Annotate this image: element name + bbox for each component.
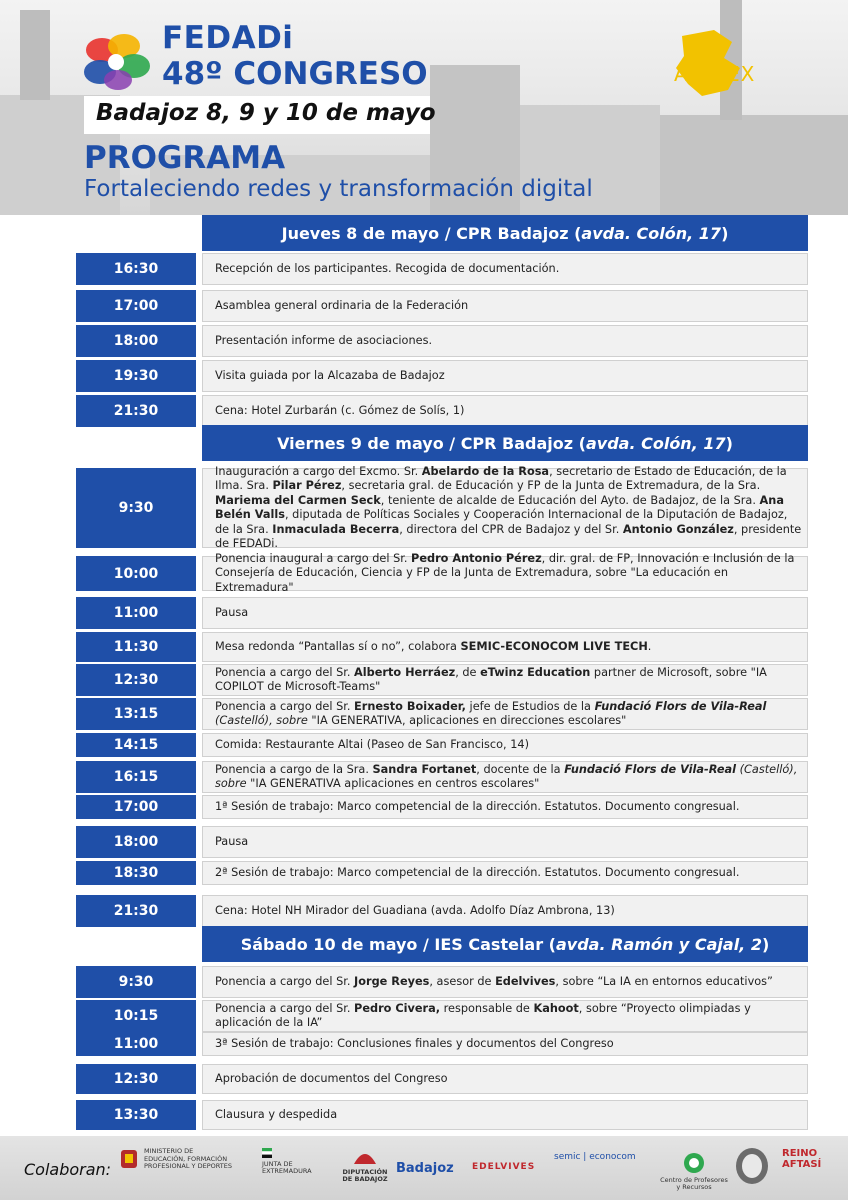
schedule-description-text	[215, 552, 803, 596]
description-fragment: "IA GENERATIVA, aplicaciones en direcciones escolares"	[307, 714, 627, 727]
description-fragment: Edelvives	[495, 974, 556, 988]
schedule-row	[76, 253, 808, 285]
schedule-time: 12:30	[76, 664, 196, 696]
schedule-description-text: Cena: Hotel NH Mirador del Guadiana (avda. Adolfo Díaz Ambrona, 13)	[215, 903, 615, 917]
description-fragment: Ernesto Boixader,	[354, 699, 466, 713]
day-header-jueves	[202, 215, 808, 251]
ministerio-logo	[118, 1148, 236, 1171]
schedule-description	[202, 464, 808, 550]
schedule-description	[202, 698, 808, 730]
description-fragment: Ana Belén Valls	[215, 493, 784, 521]
schedule-row	[76, 795, 808, 819]
schedule-time: 18:30	[76, 861, 196, 885]
edelvives-logo	[472, 1148, 548, 1172]
day-label: Jueves 8 de mayo / CPR Badajoz (	[281, 223, 582, 243]
schedule-description	[202, 360, 808, 392]
schedule-row	[76, 395, 808, 427]
logo-text: Centro de Profesores y Recursos	[660, 1175, 728, 1191]
schedule-row	[76, 290, 808, 322]
description-fragment: jefe de Estudios de la	[465, 699, 595, 713]
description-fragment: , docente de la	[476, 762, 565, 776]
semic-logo	[554, 1148, 644, 1162]
schedule-description	[202, 632, 808, 662]
description-fragment: , asesor de	[429, 974, 496, 988]
spain-shield-icon	[118, 1148, 140, 1170]
description-fragment: Ponencia a cargo de la Sra.	[215, 762, 373, 776]
schedule-description	[202, 1064, 808, 1094]
day-close: )	[721, 223, 729, 243]
description-fragment: Ponencia a cargo del Sr.	[215, 974, 355, 988]
schedule-description-text: Asamblea general ordinaria de la Federación	[215, 298, 469, 312]
schedule-description	[202, 733, 808, 757]
logo-text: semic | econocom	[554, 1152, 636, 1162]
description-fragment: Sandra Fortanet	[372, 762, 477, 776]
description-fragment: Ponencia a cargo del Sr.	[215, 665, 355, 679]
description-fragment: Pilar Pérez	[272, 479, 342, 492]
schedule-time: 13:30	[76, 1100, 196, 1130]
page-subtitle: Fortaleciendo redes y transformación digital	[84, 176, 593, 202]
schedule-time: 18:00	[76, 826, 196, 858]
schedule-description-text	[215, 666, 803, 695]
cpr-icon	[682, 1152, 706, 1174]
congress-title: 48º CONGRESO	[162, 56, 428, 92]
description-fragment: Jorge Reyes	[354, 974, 430, 988]
schedule-description-text: Recepción de los participantes. Recogida de documentación.	[215, 261, 560, 275]
description-fragment: Fundació Flors de Vila-Real	[594, 699, 767, 713]
logo-text: Badajoz	[396, 1161, 454, 1176]
schedule-description-text	[215, 700, 803, 729]
day-close: )	[761, 934, 770, 954]
day-header-viernes	[202, 425, 808, 461]
description-fragment: Fundació Flors de Vila-Real	[564, 762, 737, 776]
schedule-description	[202, 395, 808, 427]
schedule-description	[202, 895, 808, 927]
schedule-time: 14:15	[76, 733, 196, 757]
description-fragment: , teniente de alcalde de Educación del Ayto. de Badajoz, de la Sra.	[380, 493, 760, 507]
schedule-description-text: Pausa	[215, 605, 249, 619]
description-fragment: Ponencia a cargo del Sr.	[215, 1001, 355, 1015]
schedule-description-text: Visita guiada por la Alcazaba de Badajoz	[215, 368, 445, 382]
schedule-description	[202, 253, 808, 285]
schedule-time: 13:15	[76, 698, 196, 730]
schedule-description	[202, 1000, 808, 1032]
schedule-description-text: Pausa	[215, 834, 249, 848]
junta-logo	[262, 1148, 322, 1176]
schedule-time: 10:15	[76, 1000, 196, 1032]
description-fragment: responsable de	[440, 1001, 534, 1015]
schedule-description	[202, 795, 808, 819]
description-fragment: partner de Microsoft, sobre "IA COPILOT de Microsoft-Teams"	[215, 665, 767, 693]
schedule-row	[76, 895, 808, 927]
schedule-row	[76, 597, 808, 629]
day-close: )	[725, 433, 733, 453]
schedule-description-text: Aprobación de documentos del Congreso	[215, 1071, 448, 1085]
schedule-time: 21:30	[76, 395, 196, 427]
day-label: Sábado 10 de mayo / IES Castelar (	[240, 934, 556, 954]
schedule-description-text	[215, 465, 803, 552]
schedule-description-text: Cena: Hotel Zurbarán (c. Gómez de Solís, 1)	[215, 403, 465, 417]
description-fragment: Mariema del Carmen Seck	[215, 493, 381, 507]
schedule-row	[76, 698, 808, 730]
schedule-time: 19:30	[76, 360, 196, 392]
description-fragment: Abelardo de la Rosa	[421, 464, 550, 478]
description-fragment: SEMIC-ECONOCOM LIVE TECH	[460, 639, 648, 653]
schedule-row	[76, 733, 808, 757]
schedule-row	[76, 761, 808, 793]
schedule-description-text: Presentación informe de asociaciones.	[215, 333, 433, 347]
schedule-description	[202, 966, 808, 998]
description-fragment: Mesa redonda “Pantallas sí o no”, colabora	[215, 639, 461, 653]
logo-text: MINISTERIO DE EDUCACIÓN, FORMACIÓN PROFESIONAL Y DEPORTES	[144, 1147, 232, 1170]
schedule-description	[202, 1032, 808, 1056]
schedule-time: 9:30	[76, 966, 196, 998]
description-fragment: eTwinz Education	[480, 665, 591, 679]
schedule-row	[76, 966, 808, 998]
day-address: avda. Ramón y Cajal, 2	[556, 934, 762, 954]
description-fragment: Inauguración a cargo del Excmo. Sr.	[215, 464, 422, 478]
day-label: Viernes 9 de mayo / CPR Badajoz (	[277, 433, 586, 453]
schedule-description-text: 3ª Sesión de trabajo: Conclusiones finales y documentos del Congreso	[215, 1036, 614, 1050]
schedule-description	[202, 290, 808, 322]
junta-flag-icon	[262, 1148, 272, 1158]
schedule-row	[76, 664, 808, 696]
schedule-description	[202, 664, 808, 696]
schedule-description-text: 2ª Sesión de trabajo: Marco competencial de la dirección. Estatutos. Documento congresual.	[215, 865, 740, 879]
day-address: avda. Colón, 17	[585, 433, 726, 453]
schedule-row	[76, 1032, 808, 1056]
description-fragment: , secretaria gral. de Educación y FP de la Junta de Extremadura, de la Sra.	[341, 479, 761, 492]
schedule-time: 17:00	[76, 795, 196, 819]
schedule-row	[76, 360, 808, 392]
description-fragment: , presidente de FEDADi.	[215, 522, 802, 550]
schedule-row	[76, 325, 808, 357]
logo-text: DIPUTACIÓN DE BADAJOZ	[342, 1167, 388, 1183]
schedule-description	[202, 551, 808, 594]
description-fragment: , sobre “Proyecto olimpiadas y aplicación de la IA”	[215, 1001, 751, 1029]
schedule-description	[202, 761, 808, 793]
schedule-time: 16:15	[76, 761, 196, 793]
description-fragment: Ponencia inaugural a cargo del Sr.	[215, 551, 412, 565]
description-fragment: , diputada de Políticas Sociales y Cooperación Internacional de la Diputación de Badajoz, de la Sra.	[215, 508, 788, 536]
schedule-row	[76, 464, 808, 550]
schedule-time: 21:30	[76, 895, 196, 927]
schedule-description-text	[215, 763, 803, 792]
description-fragment: "IA GENERATIVA aplicaciones en centros escolares"	[246, 777, 540, 790]
logo-text: EDELVIVES	[472, 1162, 536, 1172]
schedule-time: 10:00	[76, 556, 196, 591]
description-fragment: , de	[455, 665, 481, 679]
schedule-time: 16:30	[76, 253, 196, 285]
description-fragment: Pedro Civera,	[354, 1001, 441, 1015]
logo-text: REINO AFTASÍ	[782, 1148, 822, 1170]
schedule-time: 11:00	[76, 1032, 196, 1056]
diputacion-icon	[352, 1148, 378, 1166]
schedule-row	[76, 551, 808, 594]
schedule-description	[202, 597, 808, 629]
schedule-row	[76, 826, 808, 858]
schedule-time: 11:00	[76, 597, 196, 629]
city-coat-of-arms-icon	[734, 1146, 770, 1186]
schedule-time: 17:00	[76, 290, 196, 322]
cpr-logo	[658, 1148, 730, 1192]
schedule-description-text	[215, 1002, 803, 1031]
description-fragment: (Castelló), sobre	[215, 714, 308, 727]
schedule-row	[76, 632, 808, 662]
schedule-row	[76, 1064, 808, 1094]
description-fragment: Inmaculada Becerra	[272, 522, 400, 536]
day-address: avda. Colón, 17	[581, 223, 722, 243]
description-fragment: , dir. gral. de FP, Innovación e Inclusión de la Consejería de Educación, Ciencia y FP de la Junta de Extremadura, sobre "La educación en Extremadura"	[215, 551, 795, 594]
description-fragment: Kahoot	[533, 1001, 579, 1015]
description-fragment: Ponencia a cargo del Sr.	[215, 699, 355, 713]
schedule-description-text: Clausura y despedida	[215, 1107, 338, 1121]
logo-text: JUNTA DE EXTREMADURA	[262, 1159, 312, 1175]
schedule-description	[202, 861, 808, 885]
description-fragment: , sobre “La IA en entornos educativos”	[555, 974, 773, 988]
collaborators-label: Colaboran:	[24, 1160, 112, 1179]
schedule-description-text: 1ª Sesión de trabajo: Marco competencial de la dirección. Estatutos. Documento congresual.	[215, 799, 740, 813]
schedule-row	[76, 1000, 808, 1032]
schedule-description-text	[215, 975, 773, 990]
description-fragment: Pedro Antonio Pérez	[411, 551, 542, 565]
schedule-description	[202, 325, 808, 357]
page-title: PROGRAMA	[84, 140, 286, 176]
description-fragment: , secretario de Estado de Educación, de la Ilma. Sra.	[215, 464, 787, 492]
schedule-description-text: Comida: Restaurante Altai (Paseo de San Francisco, 14)	[215, 737, 530, 751]
schedule-row	[76, 1100, 808, 1130]
org-name: FEDADi	[162, 20, 294, 56]
adicex-logo-text: ADICEX	[674, 62, 756, 86]
schedule-time: 18:00	[76, 325, 196, 357]
schedule-description	[202, 826, 808, 858]
fedadi-logo-icon	[78, 28, 158, 94]
description-fragment: .	[647, 639, 652, 653]
schedule-description-text	[215, 640, 651, 655]
schedule-description	[202, 1100, 808, 1130]
diputacion-logo	[340, 1148, 390, 1184]
reino-aftasi-logo	[782, 1148, 842, 1170]
description-fragment: Alberto Herráez	[354, 665, 456, 679]
description-fragment: (Castelló), sobre	[215, 762, 798, 790]
description-fragment: Antonio González	[622, 522, 734, 536]
day-header-sabado	[202, 926, 808, 962]
schedule-time: 11:30	[76, 632, 196, 662]
ayto-badajoz-logo	[396, 1148, 462, 1176]
schedule-time: 12:30	[76, 1064, 196, 1094]
schedule-row	[76, 861, 808, 885]
congress-dates: Badajoz 8, 9 y 10 de mayo	[96, 100, 436, 126]
description-fragment: , directora del CPR de Badajoz y del Sr.	[399, 522, 623, 536]
schedule-time: 9:30	[76, 468, 196, 548]
